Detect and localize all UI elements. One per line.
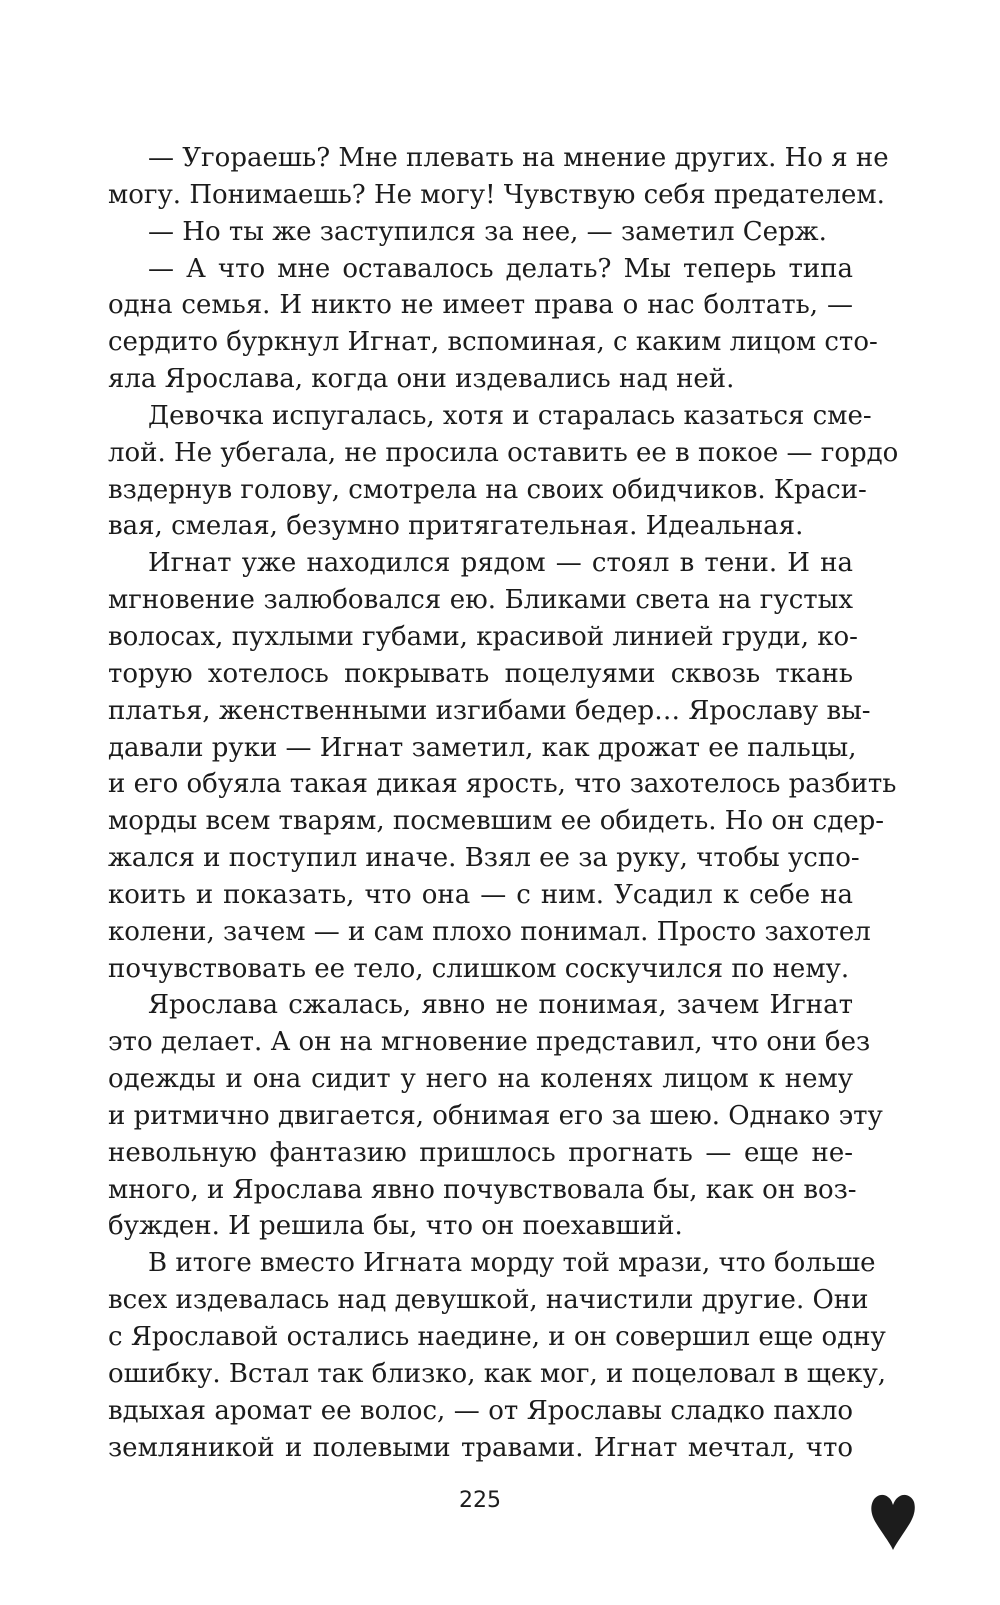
text-line: мгновение залюбовался ею. Бликами света на густых xyxy=(108,585,853,616)
text-line: платья, женственными изгибами бедер… Ярославу вы- xyxy=(108,695,871,726)
text-line: Девочка испугалась, хотя и старалась казаться сме- xyxy=(148,400,872,431)
text-line: это делает. А он на мгновение представил, что они без xyxy=(108,1027,871,1058)
text-line: могу. Понимаешь? Не могу! Чувствую себя предателем. xyxy=(108,179,885,210)
text-line: — Угораешь? Мне плевать на мнение других. Но я не xyxy=(148,143,889,173)
text-line: лой. Не убегала, не просила оставить ее в покое — гордо xyxy=(108,437,899,468)
heart-icon xyxy=(870,1493,916,1551)
page-number: 225 xyxy=(459,1488,501,1513)
text-line: жался и поступил иначе. Взял ее за руку, чтобы успо- xyxy=(108,843,860,874)
text-line: невольную фантазию пришлось прогнать — еще не- xyxy=(108,1137,853,1168)
text-line: вая, смелая, безумно притягательная. Идеальная. xyxy=(108,511,804,542)
text-line: Игнат уже находился рядом — стоял в тени. И на xyxy=(148,548,853,579)
text-line: волосах, пухлыми губами, красивой линией груди, ко- xyxy=(108,621,858,652)
text-line: и ритмично двигается, обнимая его за шею. Однако эту xyxy=(108,1100,883,1131)
text-line: и его обуяла такая дикая ярость, что захотелось разбить xyxy=(108,769,897,800)
text-line: одежды и она сидит у него на коленях лицом к нему xyxy=(108,1064,853,1095)
text-line: морды всем тварям, посмевшим ее обидеть. Но он сдер- xyxy=(108,806,885,837)
text-line: яла Ярослава, когда они издевались над ней. xyxy=(108,364,735,395)
text-line: земляникой и полевыми травами. Игнат мечтал, что xyxy=(108,1432,853,1463)
text-line: В итоге вместо Игната морду той мрази, что больше xyxy=(148,1248,876,1279)
body-text xyxy=(108,140,899,1466)
text-line: торую хотелось покрывать поцелуями сквозь ткань xyxy=(108,658,853,689)
text-line: — Но ты же заступился за нее, — заметил Серж. xyxy=(148,216,827,247)
text-line: вдыхая аромат ее волос, — от Ярославы сладко пахло xyxy=(108,1395,853,1426)
text-line: ошибку. Встал так близко, как мог, и поцеловал в щеку, xyxy=(108,1358,887,1389)
text-line: давали руки — Игнат заметил, как дрожат ее пальцы, xyxy=(108,732,857,763)
text-line: почувствовать ее тело, слишком соскучился по нему. xyxy=(108,953,850,984)
text-line: много, и Ярослава явно почувствовала бы, как он воз- xyxy=(108,1174,857,1205)
text-line: бужден. И решила бы, что он поехавший. xyxy=(108,1211,683,1242)
text-line: — А что мне оставалось делать? Мы теперь типа xyxy=(148,253,853,284)
text-line: всех издевалась над девушкой, начистили другие. Они xyxy=(108,1285,869,1316)
text-line: коить и показать, что она — с ним. Усадил к себе на xyxy=(108,879,853,910)
text-line: одна семья. И никто не имеет права о нас болтать, — xyxy=(108,290,853,321)
text-line: Ярослава сжалась, явно не понимая, зачем Игнат xyxy=(148,990,853,1021)
text-line: сердито буркнул Игнат, вспоминая, с каким лицом сто- xyxy=(108,327,878,358)
text-line: вздернув голову, смотрела на своих обидчиков. Краси- xyxy=(108,474,867,505)
text-line: колени, зачем — и сам плохо понимал. Просто захотел xyxy=(108,916,871,947)
text-line: с Ярославой остались наедине, и он совершил еще одну xyxy=(108,1322,886,1352)
